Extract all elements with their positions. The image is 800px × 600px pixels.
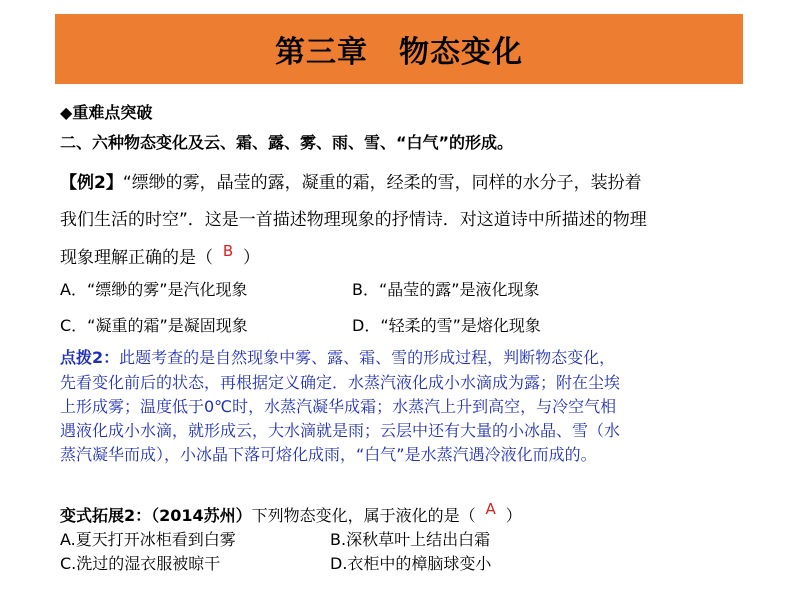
section-heading-text: 重难点突破	[72, 103, 153, 122]
example-line-1	[60, 168, 642, 193]
hint-line-3: 上形成雾；温度低于0℃时，水蒸汽凝华成霜；水蒸汽上升到高空，与冷空气相	[60, 397, 617, 416]
section-subheading: 二、六种物态变化及云、霜、露、雾、雨、雪、“白气”的形成。	[60, 133, 514, 152]
hint-line-5: 蒸汽凝华而成），小冰晶下落可熔化成雨，“白气”是水蒸汽遇冷液化而成的。	[60, 445, 597, 464]
variant-close-paren: ）	[505, 506, 522, 525]
example-close-paren: ）	[243, 248, 260, 268]
example-option-a: A．“缥缈的雾”是汽化现象	[60, 280, 248, 299]
page-title: 第三章 物态变化	[275, 35, 523, 70]
example-option-c: C．“凝重的霜”是凝固现象	[60, 316, 248, 335]
section-heading	[60, 100, 152, 123]
hint-line-4: 遇液化成小水滴，就形成云，大水滴就是雨；云层中还有大量的小冰晶、雪（水	[60, 421, 621, 440]
example-text-1: “缥缈的雾，晶莹的露，凝重的霜，经柔的雪，同样的水分子，装扮着	[122, 173, 642, 193]
variant-question	[60, 500, 522, 526]
hint-text-1: 此题考查的是自然现象中雾、露、霜、雪的形成过程，判断物态变化，	[119, 348, 616, 367]
variant-label: 变式拓展2：（2014苏州）	[60, 506, 252, 525]
hint-line-1	[60, 345, 615, 368]
variant-option-d: D.衣柜中的樟脑球变小	[330, 554, 492, 573]
hint-line-2: 先看变化前后的状态，再根据定义确定．水蒸汽液化成小水滴成为露；附在尘埃	[60, 373, 621, 392]
variant-option-c: C.洗过的湿衣服被晾干	[60, 554, 221, 573]
title-banner	[55, 14, 743, 84]
variant-question-text: 下列物态变化，属于液化的是（	[251, 506, 476, 525]
example-tag: 【例2】	[60, 173, 123, 193]
example-option-b: B．“晶莹的露”是液化现象	[352, 280, 540, 299]
variant-answer: A	[485, 500, 496, 518]
variant-option-a: A.夏天打开冰柜看到白雾	[60, 530, 236, 549]
example-line-2: 我们生活的时空”．这是一首描述物理现象的抒情诗．对这道诗中所描述的物理	[60, 210, 647, 230]
hint-label: 点拨2：	[60, 348, 120, 367]
example-line-3	[60, 243, 260, 268]
variant-option-b: B.深秋草叶上结出白霜	[330, 530, 491, 549]
example-option-d: D．“轻柔的雪”是熔化现象	[352, 316, 541, 335]
diamond-bullet-icon: ◆	[60, 103, 73, 122]
example-text-3: 现象理解正确的是（	[60, 248, 213, 268]
example-answer: B	[222, 242, 234, 260]
